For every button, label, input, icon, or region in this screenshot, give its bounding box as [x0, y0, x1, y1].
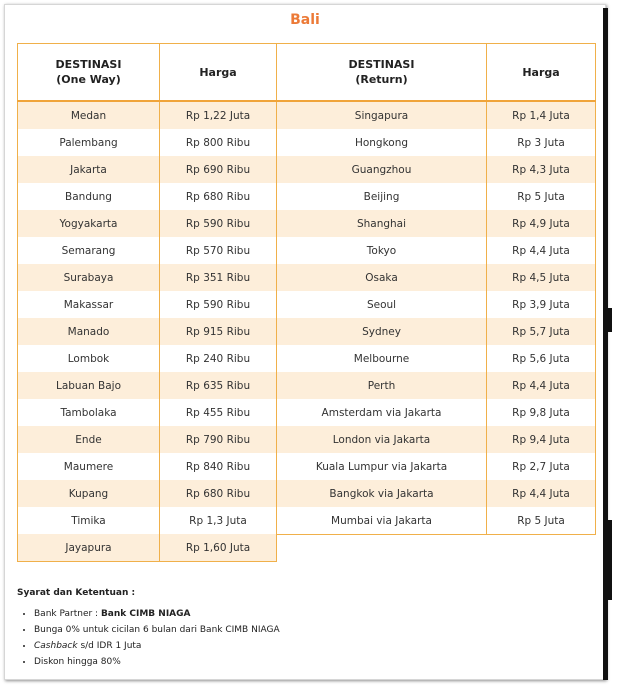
destination-cell: Melbourne: [277, 345, 487, 372]
table-row: [18, 156, 277, 183]
table-row: [277, 453, 596, 480]
price-cell: Rp 590 Ribu: [160, 210, 277, 237]
destination-cell: Jayapura: [18, 534, 160, 562]
column-header-price: Harga: [487, 44, 596, 102]
destination-cell: Bandung: [18, 183, 160, 210]
table-row: [18, 264, 277, 291]
price-cell: Rp 1,4 Juta: [487, 101, 596, 129]
destination-cell: Tokyo: [277, 237, 487, 264]
table-row: [277, 129, 596, 156]
destination-cell: Jakarta: [18, 156, 160, 183]
destination-cell: Makassar: [18, 291, 160, 318]
price-cell: Rp 680 Ribu: [160, 480, 277, 507]
destination-cell: Perth: [277, 372, 487, 399]
table-header-row: [18, 44, 277, 102]
price-cell: Rp 3 Juta: [487, 129, 596, 156]
price-cell: Rp 790 Ribu: [160, 426, 277, 453]
destination-cell: Medan: [18, 101, 160, 129]
price-cell: Rp 1,3 Juta: [160, 507, 277, 534]
price-cell: Rp 4,4 Juta: [487, 372, 596, 399]
price-cell: Rp 570 Ribu: [160, 237, 277, 264]
destination-cell: Beijing: [277, 183, 487, 210]
terms-item-bank: • Bank Partner : Bank CIMB NIAGA: [34, 606, 577, 622]
table-row: [277, 264, 596, 291]
table-row: [18, 101, 277, 129]
price-cell: Rp 240 Ribu: [160, 345, 277, 372]
column-header-price: Harga: [160, 44, 277, 102]
table-row: [18, 399, 277, 426]
price-cell: Rp 915 Ribu: [160, 318, 277, 345]
destination-cell: Palembang: [18, 129, 160, 156]
table-row: [277, 101, 596, 129]
price-cell: Rp 680 Ribu: [160, 183, 277, 210]
destination-cell: Yogyakarta: [18, 210, 160, 237]
destination-cell: Kupang: [18, 480, 160, 507]
price-cell: Rp 4,3 Juta: [487, 156, 596, 183]
terms-list: [17, 606, 577, 670]
terms-item-cashback: • Cashback s/d IDR 1 Juta: [34, 638, 577, 654]
price-cell: Rp 351 Ribu: [160, 264, 277, 291]
table-row: [18, 345, 277, 372]
destination-cell: Shanghai: [277, 210, 487, 237]
table-row: [277, 237, 596, 264]
price-cell: Rp 9,8 Juta: [487, 399, 596, 426]
destination-cell: Maumere: [18, 453, 160, 480]
table-row: [18, 534, 277, 562]
destination-cell: Semarang: [18, 237, 160, 264]
price-cell: Rp 690 Ribu: [160, 156, 277, 183]
destination-cell: Sydney: [277, 318, 487, 345]
price-cell: Rp 635 Ribu: [160, 372, 277, 399]
terms-section: [17, 588, 577, 670]
destination-cell: Mumbai via Jakarta: [277, 507, 487, 535]
destination-cell: Amsterdam via Jakarta: [277, 399, 487, 426]
price-cell: Rp 5 Juta: [487, 183, 596, 210]
return-table: [276, 43, 596, 535]
terms-item-installment: • Bunga 0% untuk cicilan 6 bulan dari Bank CIMB NIAGA: [34, 622, 577, 638]
destination-cell: Singapura: [277, 101, 487, 129]
price-cell: Rp 1,22 Juta: [160, 101, 277, 129]
table-row: [18, 291, 277, 318]
table-row: [18, 372, 277, 399]
terms-item-discount: • Diskon hingga 80%: [34, 654, 577, 670]
column-header-destination: DESTINASI (One Way): [18, 44, 160, 102]
table-row: [277, 507, 596, 535]
price-cell: Rp 9,4 Juta: [487, 426, 596, 453]
price-cell: Rp 4,5 Juta: [487, 264, 596, 291]
table-row: [277, 156, 596, 183]
destination-cell: Timika: [18, 507, 160, 534]
table-row: [277, 318, 596, 345]
table-row: [277, 345, 596, 372]
price-cell: Rp 5 Juta: [487, 507, 596, 535]
price-cell: Rp 2,7 Juta: [487, 453, 596, 480]
right-edge-stub: [608, 308, 612, 332]
right-edge-stub: [608, 520, 612, 600]
price-cell: Rp 1,60 Juta: [160, 534, 277, 562]
table-row: [277, 210, 596, 237]
destination-cell: Bangkok via Jakarta: [277, 480, 487, 507]
table-row: [277, 426, 596, 453]
destination-cell: London via Jakarta: [277, 426, 487, 453]
price-cell: Rp 590 Ribu: [160, 291, 277, 318]
destination-cell: Kuala Lumpur via Jakarta: [277, 453, 487, 480]
price-cell: Rp 4,4 Juta: [487, 480, 596, 507]
destination-cell: Ende: [18, 426, 160, 453]
destination-cell: Surabaya: [18, 264, 160, 291]
destination-cell: Lombok: [18, 345, 160, 372]
price-cell: Rp 4,4 Juta: [487, 237, 596, 264]
table-row: [18, 453, 277, 480]
destination-cell: Guangzhou: [277, 156, 487, 183]
price-cell: Rp 840 Ribu: [160, 453, 277, 480]
table-row: [277, 291, 596, 318]
table-row: [277, 399, 596, 426]
column-header-destination: DESTINASI (Return): [277, 44, 487, 102]
table-row: [18, 210, 277, 237]
terms-title: Syarat dan Ketentuan :: [17, 588, 136, 598]
table-row: [18, 426, 277, 453]
table-row: [18, 507, 277, 534]
table-row: [18, 480, 277, 507]
price-cell: Rp 455 Ribu: [160, 399, 277, 426]
price-cell: Rp 5,6 Juta: [487, 345, 596, 372]
destination-cell: Osaka: [277, 264, 487, 291]
price-cell: Rp 5,7 Juta: [487, 318, 596, 345]
destination-cell: Hongkong: [277, 129, 487, 156]
destination-cell: Manado: [18, 318, 160, 345]
price-cell: Rp 4,9 Juta: [487, 210, 596, 237]
destination-cell: Tambolaka: [18, 399, 160, 426]
table-row: [277, 480, 596, 507]
price-cell: Rp 3,9 Juta: [487, 291, 596, 318]
table-row: [18, 129, 277, 156]
page-title: Bali: [290, 12, 320, 28]
table-row: [18, 183, 277, 210]
table-row: [277, 372, 596, 399]
destination-cell: Seoul: [277, 291, 487, 318]
table-header-row: [277, 44, 596, 102]
table-row: [18, 237, 277, 264]
one-way-table: [17, 43, 277, 562]
table-row: [18, 318, 277, 345]
destination-cell: Labuan Bajo: [18, 372, 160, 399]
price-cell: Rp 800 Ribu: [160, 129, 277, 156]
table-row: [277, 183, 596, 210]
